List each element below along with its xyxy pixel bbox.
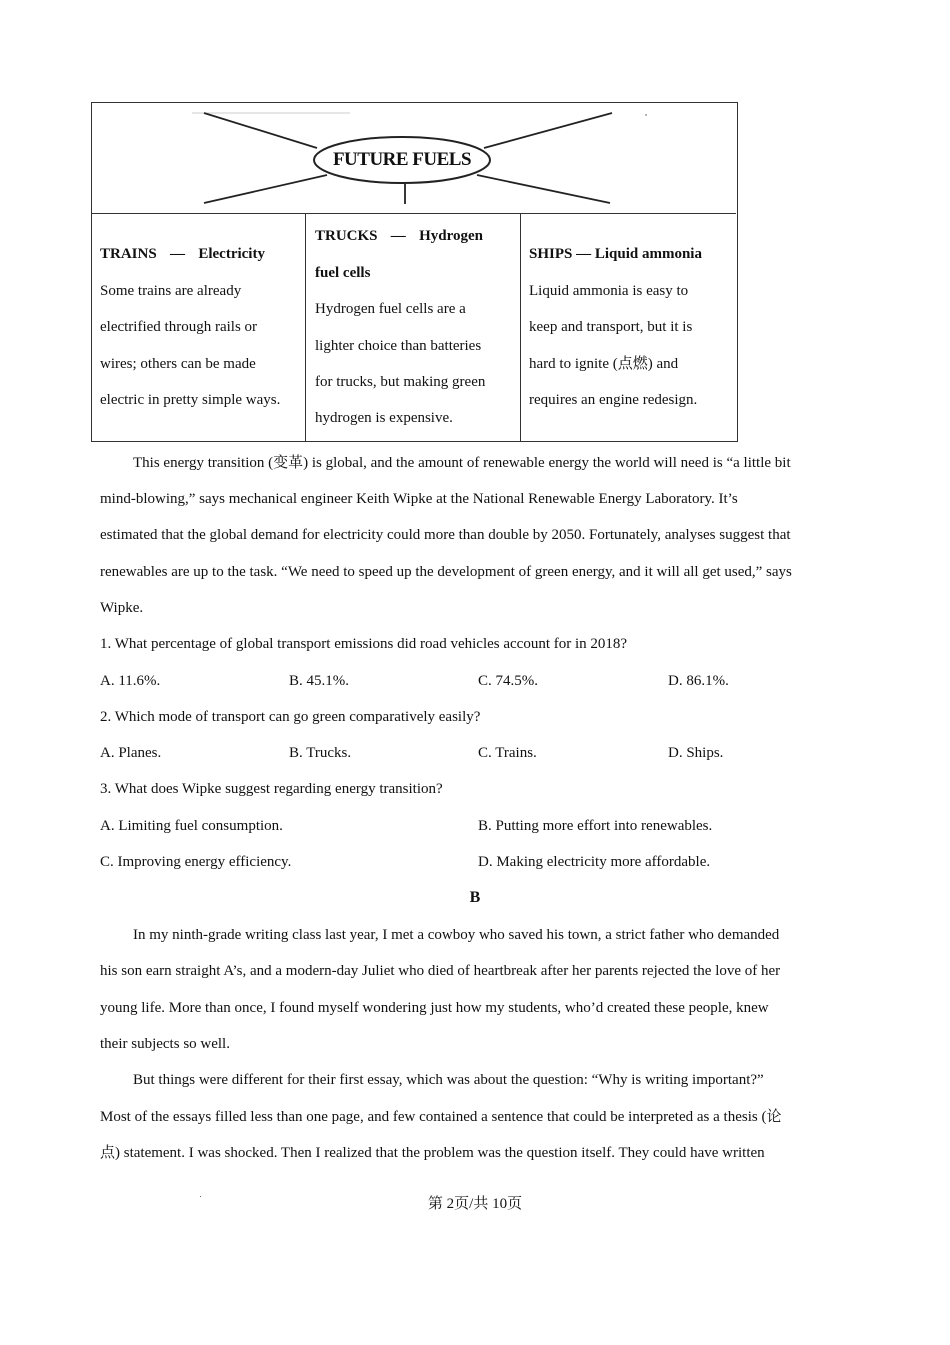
- option-c: C. Improving energy efficiency.: [100, 854, 292, 870]
- passage-b-line: But things were different for their first essay, which was about the question: “Why is writing important?”: [133, 1072, 764, 1088]
- trucks-heading-cont: fuel cells: [315, 264, 371, 281]
- option-b: B. Trucks.: [289, 745, 352, 761]
- option-d: D. Making electricity more affordable.: [478, 854, 711, 870]
- question-stem: 3. What does Wipke suggest regarding energy transition?: [100, 781, 443, 797]
- passage-line: Wipke.: [100, 600, 144, 616]
- figure-banner: [92, 103, 736, 214]
- option-a: A. Limiting fuel consumption.: [100, 818, 283, 834]
- trains-text-line: Some trains are already: [100, 282, 242, 299]
- option-b: B. Putting more effort into renewables.: [478, 818, 713, 834]
- figure-title: FUTURE FUELS: [332, 149, 472, 170]
- ships-text-line: keep and transport, but it is: [529, 319, 693, 336]
- trucks-heading: [315, 218, 483, 254]
- trucks-fuel: Hydrogen: [419, 228, 483, 245]
- passage-b-line: his son earn straight A’s, and a modern-day Juliet who died of heartbreak after her parents rejected the love of her: [100, 963, 781, 979]
- passage-b-line: Most of the essays filled less than one page, and few contained a sentence that could be interpreted as a thesis (论: [100, 1109, 782, 1125]
- trucks-text-line: Hydrogen fuel cells are a: [315, 301, 466, 318]
- passage-line: renewables are up to the task. “We need to speed up the development of green energy, and it will all get used,” says: [100, 564, 792, 580]
- passage-b-line: young life. More than once, I found myself wondering just how my students, who’d created these people, knew: [100, 1000, 769, 1016]
- trains-text-line: wires; others can be made: [100, 355, 256, 372]
- passage-line: estimated that the global demand for electricity could more than double by 2050. Fortunately, analyses suggest that: [100, 527, 791, 543]
- question-stem: 2. Which mode of transport can go green comparatively easily?: [100, 709, 481, 725]
- ships-text-line: Liquid ammonia is easy to: [529, 282, 689, 299]
- trucks-text-line: hydrogen is expensive.: [315, 410, 453, 427]
- passage-line: This energy transition (变革) is global, and the amount of renewable energy the world will need is “a little bit: [133, 455, 791, 471]
- trucks-dash: —: [390, 228, 406, 245]
- fuel-columns: [92, 214, 736, 441]
- trains-text-line: electrified through rails or: [100, 319, 258, 336]
- trains-mode: TRAINS: [100, 246, 157, 263]
- trucks-text-line: for trucks, but making green: [315, 373, 486, 390]
- option-d: D. Ships.: [668, 745, 724, 761]
- trains-text-line: electric in pretty simple ways.: [100, 392, 281, 409]
- page-number: 第 2页/共 10页: [427, 1196, 523, 1212]
- trucks-mode: TRUCKS: [315, 228, 378, 245]
- future-fuels-figure: [91, 102, 738, 442]
- passage-b-line: their subjects so well.: [100, 1036, 230, 1052]
- option-c: C. 74.5%.: [478, 673, 538, 689]
- option-b: B. 45.1%.: [289, 673, 349, 689]
- option-a: A. Planes.: [100, 745, 162, 761]
- trains-heading: [100, 236, 265, 272]
- option-a: A. 11.6%.: [100, 673, 161, 689]
- trucks-column: [306, 214, 521, 441]
- trucks-text-line: lighter choice than batteries: [315, 337, 482, 354]
- trains-dash: —: [170, 246, 186, 263]
- passage-b-line: 点) statement. I was shocked. Then I realized that the problem was the question itself. They could have written: [100, 1145, 765, 1161]
- passage-b-line: In my ninth-grade writing class last year, I met a cowboy who saved his town, a strict father who demanded: [133, 927, 780, 943]
- section-heading: B: [469, 889, 481, 906]
- option-c: C. Trains.: [478, 745, 537, 761]
- option-d: D. 86.1%.: [668, 673, 729, 689]
- trains-fuel: Electricity: [198, 246, 265, 263]
- ships-text-line: hard to ignite (点燃) and: [529, 355, 679, 372]
- question-stem: 1. What percentage of global transport emissions did road vehicles account for in 2018?: [100, 636, 628, 652]
- ships-column: [521, 214, 736, 441]
- ships-heading: SHIPS — Liquid ammonia: [529, 246, 702, 263]
- passage-line: mind-blowing,” says mechanical engineer Keith Wipke at the National Renewable Energy Laboratory. It’s: [100, 491, 738, 507]
- ships-text-line: requires an engine redesign.: [529, 392, 698, 409]
- trains-column: [92, 214, 306, 441]
